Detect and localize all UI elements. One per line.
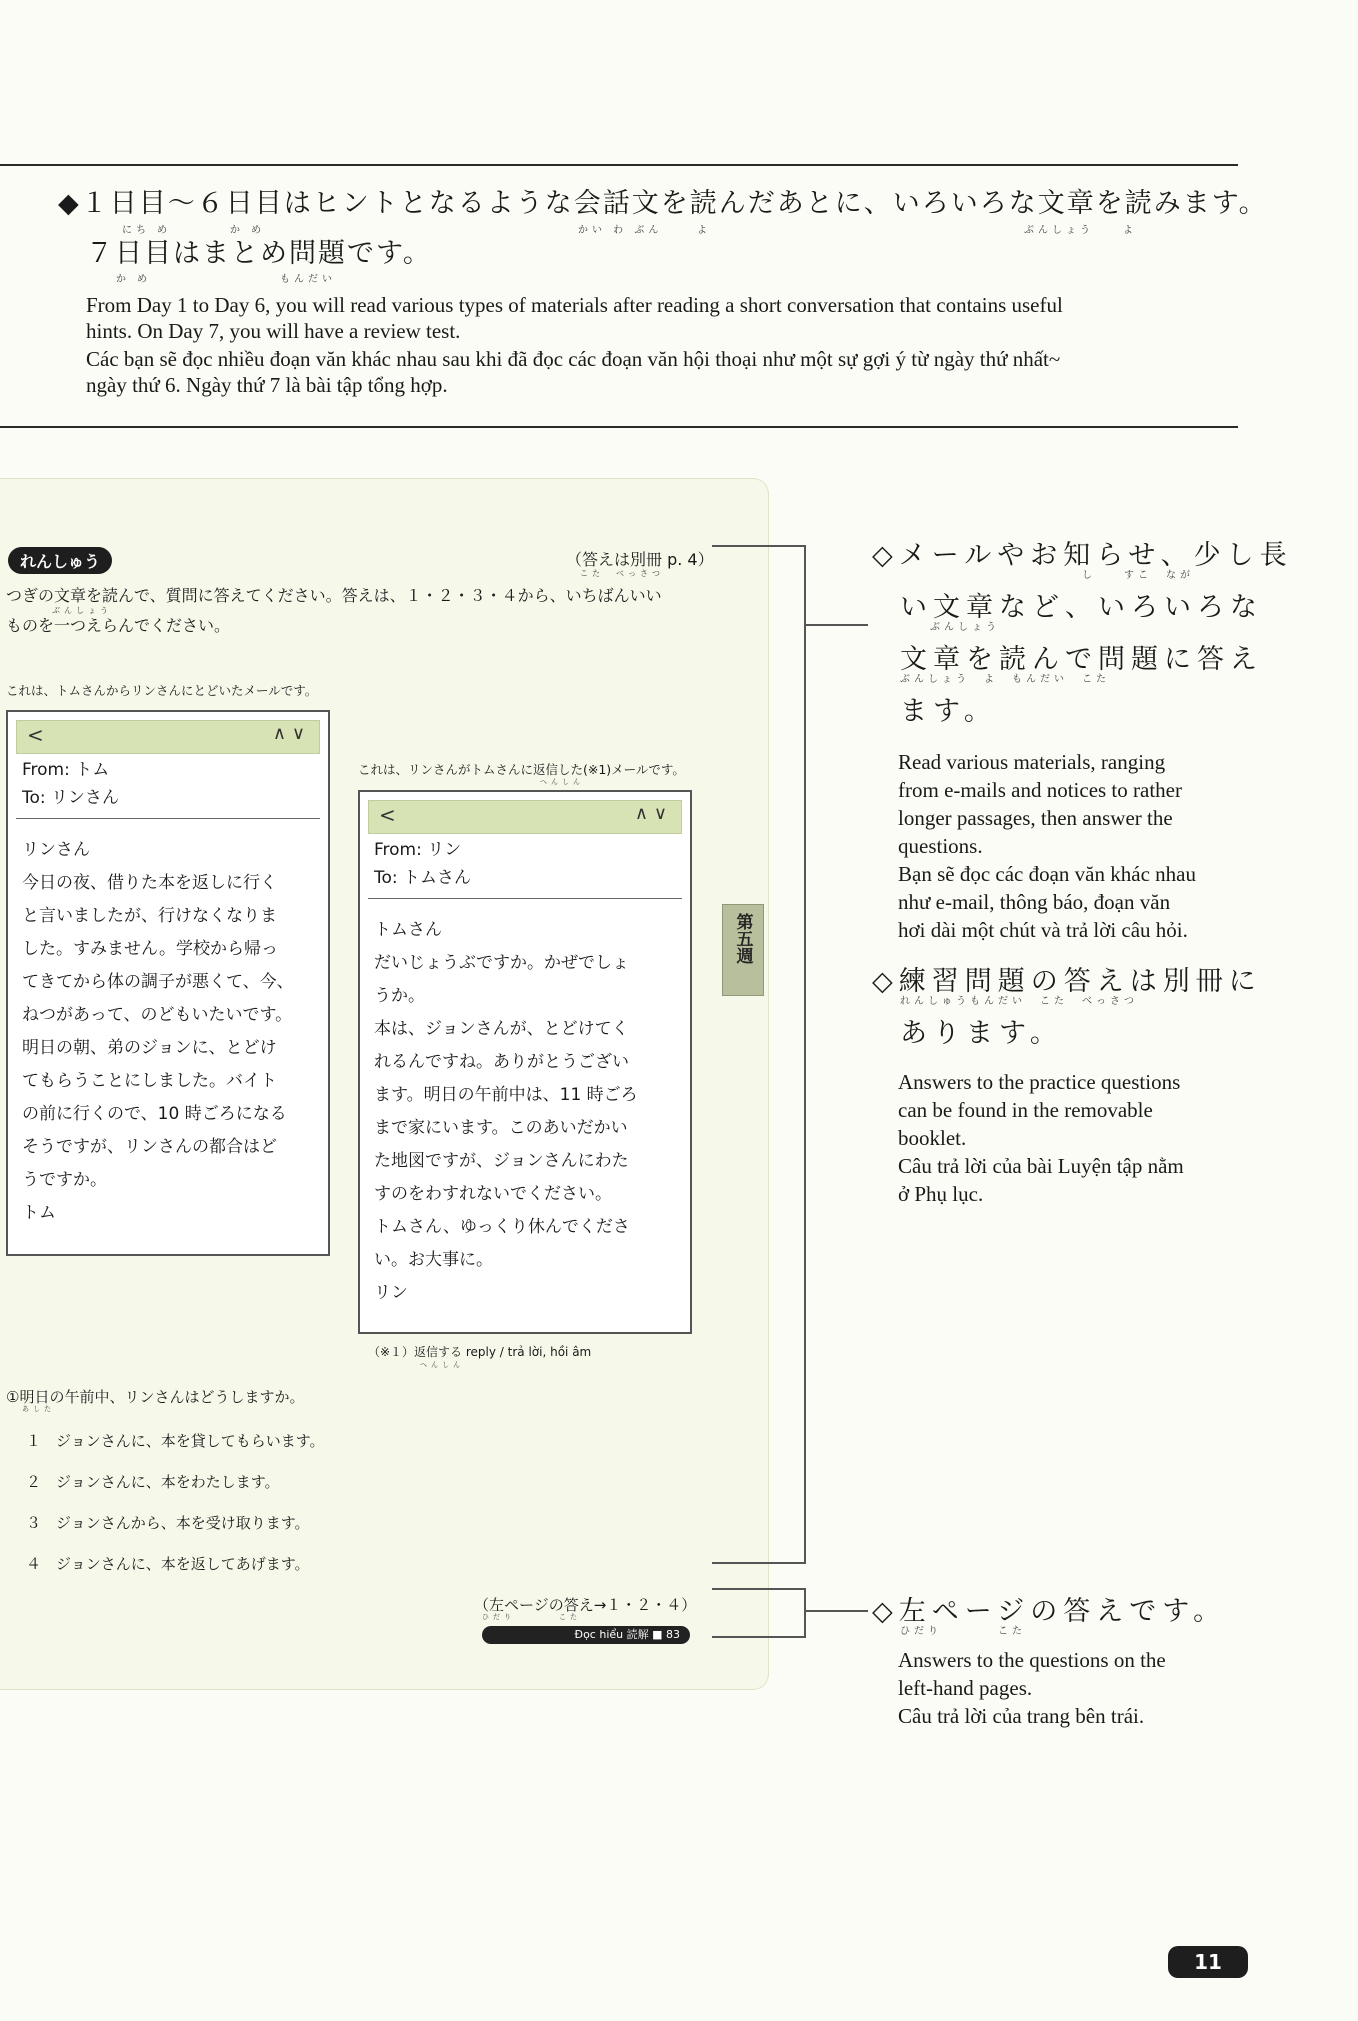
bracket-practice [712, 545, 806, 1564]
note1-vi-2: như e-mail, thông báo, đoạn văn [898, 890, 1171, 914]
back-arrow-icon[interactable]: < [27, 723, 44, 747]
answer-ref: （答えは別冊 p. 4） [566, 550, 714, 569]
note3-en-1: Answers to the questions on the [898, 1648, 1166, 1672]
note1-vi-1: Bạn sẽ đọc các đoạn văn khác nhau [898, 862, 1196, 886]
intro-jp-line1: ◆１日目〜６日目はヒントとなるような会話文を読んだあとに、いろいろな文章を読みます。 [58, 188, 1268, 219]
note2-vi-1: Câu trả lời của bài Luyện tập nằm [898, 1154, 1184, 1178]
note3-vi: Câu trả lời của trang bên trái. [898, 1704, 1145, 1728]
mail1-body: リンさん 今日の夜、借りた本を返しに行く と言いましたが、行けなくなりま した。すみません。学校から帰っ てきてから体の調子が悪くて、今、 ねつがあって、のどもいたいです。 明日の朝、弟のジョンに、とどけ てもらうことにしました。バイト の前に行くので、10 時ごろになる そうですが、リンさんの都合はど うですか。 トム [22, 840, 294, 1223]
mail2-nav-bar [368, 800, 682, 834]
intro-ruby: よ [1123, 225, 1137, 236]
mail2-from: From: リン [374, 840, 462, 860]
note1-line2: い文章など、いろいろな [900, 592, 1263, 623]
answer-option-2: ２ ジョンさんに、本をわたします。 [26, 1473, 280, 1491]
week-tab-label: 第五週 [732, 913, 753, 964]
instruction-ruby: ぶんしょう [52, 606, 112, 615]
intro-en-line2: hints. On Day 7, you will have a review test. [86, 319, 461, 343]
note1-ruby: ぶんしょう [930, 622, 1000, 633]
note1-line1: ◇メールやお知らせ、少し長 [872, 540, 1293, 571]
intro-ruby: にち め [122, 225, 172, 236]
mail2-to: To: トムさん [374, 868, 472, 888]
up-down-arrows-icon[interactable]: ∧ ∨ [272, 723, 305, 744]
note2-en-2: can be found in the removable [898, 1098, 1153, 1122]
page-label-bar: Đọc hiểu 読解 ■ 83 [482, 1626, 690, 1644]
instruction-line1: つぎの文章を読んで、質問に答えてください。答えは、１・２・３・４から、いちばんいい [6, 586, 662, 605]
note1-en-2: from e-mails and notices to rather [898, 778, 1182, 802]
intro-ruby: よ [697, 225, 711, 236]
left-page-answer: （左ページの答え→１・２・４） [474, 1596, 697, 1614]
mail1-to: To: リンさん [22, 788, 120, 808]
mail-window-2 [358, 790, 692, 1334]
answer-ref-ruby: こた べっさつ [580, 569, 664, 578]
top-divider [0, 164, 1238, 166]
instruction-line2: ものを一つえらんでください。 [6, 616, 231, 635]
answer-option-3: ３ ジョンさんから、本を受け取ります。 [26, 1514, 310, 1532]
question: ①明日の午前中、リンさんはどうしますか。 [6, 1388, 305, 1406]
note3-line: ◇左ページの答えです。 [872, 1596, 1227, 1627]
intro-en-line1: From Day 1 to Day 6, you will read various types of materials after reading a short conversation that contains useful [86, 293, 1063, 317]
note2-en-1: Answers to the practice questions [898, 1070, 1181, 1094]
mail1-separator [16, 818, 320, 819]
note3-ruby: ひだり こた [900, 1626, 1026, 1637]
note2-en-3: booklet. [898, 1126, 967, 1150]
intro-ruby: か め [116, 274, 152, 285]
mail2-caption-ruby: へんしん [540, 778, 584, 786]
bracket-answers [712, 1588, 806, 1638]
intro-ruby: か め [230, 225, 266, 236]
note1-en-3: longer passages, then answer the [898, 806, 1173, 830]
answer-option-4: ４ ジョンさんに、本を返してあげます。 [26, 1555, 310, 1573]
answer-option-1: １ ジョンさんに、本を貸してもらいます。 [26, 1432, 325, 1450]
note2-line1: ◇練習問題の答えは別冊に [872, 966, 1262, 997]
mail-window-1 [6, 710, 330, 1256]
footnote-ruby: へんしん [420, 1361, 464, 1369]
question-ruby: あした [22, 1405, 55, 1413]
intro-ruby: ぶんしょう [1024, 225, 1094, 236]
bracket-answers-connector [806, 1610, 868, 1612]
mail2-separator [368, 898, 682, 899]
back-arrow-icon[interactable]: < [379, 803, 396, 827]
note1-ruby: し すこ なが [1082, 570, 1194, 581]
note2-line2: あります。 [900, 1018, 1063, 1049]
bracket-practice-connector [806, 624, 868, 626]
mail2-caption: これは、リンさんがトムさんに返信した(※1)メールです。 [358, 762, 685, 777]
note1-vi-3: hơi dài một chút và trả lời câu hỏi. [898, 918, 1188, 942]
mail1-nav-bar [16, 720, 320, 754]
left-page-answer-ruby: ひだり こた [482, 1613, 581, 1621]
mail1-caption: これは、トムさんからリンさんにとどいたメールです。 [6, 683, 318, 698]
footnote: （※１）返信する reply / trả lời, hồi âm [368, 1345, 592, 1359]
note1-en-1: Read various materials, ranging [898, 750, 1166, 774]
practice-badge: れんしゅう [8, 547, 112, 574]
note3-en-2: left-hand pages. [898, 1676, 1033, 1700]
mail2-body: トムさん だいじょうぶですか。かぜでしょ うか。 本は、ジョンさんが、とどけてく れるんですね。ありがとうござい ます。明日の午前中は、11 時ごろ まで家にいます。このあいだかい た地図ですが、ジョンさんにわた すのをわすれないでください。 トムさん、ゆっくり休んでくださ い。お大事に。 リン [374, 920, 638, 1303]
intro-ruby: かい わ ぶん [578, 225, 663, 236]
note2-vi-2: ở Phụ lục. [898, 1182, 984, 1206]
intro-vi-line2: ngày thứ 6. Ngày thứ 7 là bài tập tổng hợp. [86, 373, 448, 397]
intro-bottom-divider [0, 426, 1238, 428]
mail1-from: From: トム [22, 760, 110, 780]
note1-line3: 文章を読んで問題に答え [900, 644, 1263, 675]
note1-ruby: ぶんしょう よ もんだい こた [900, 674, 1110, 685]
up-down-arrows-icon[interactable]: ∧ ∨ [634, 803, 667, 824]
intro-jp-line2: ７日目はまとめ問題です。 [86, 238, 432, 269]
note1-line4: ます。 [900, 696, 997, 727]
note2-ruby: れんしゅうもんだい こた べっさつ [900, 996, 1138, 1007]
intro-ruby: もんだい [280, 274, 336, 285]
intro-vi-line1: Các bạn sẽ đọc nhiều đoạn văn khác nhau sau khi đã đọc các đoạn văn hội thoại như một sự gợi ý từ ngày thứ nhất~ [86, 347, 1061, 371]
note1-en-4: questions. [898, 834, 983, 858]
page-number: 11 [1168, 1946, 1248, 1978]
